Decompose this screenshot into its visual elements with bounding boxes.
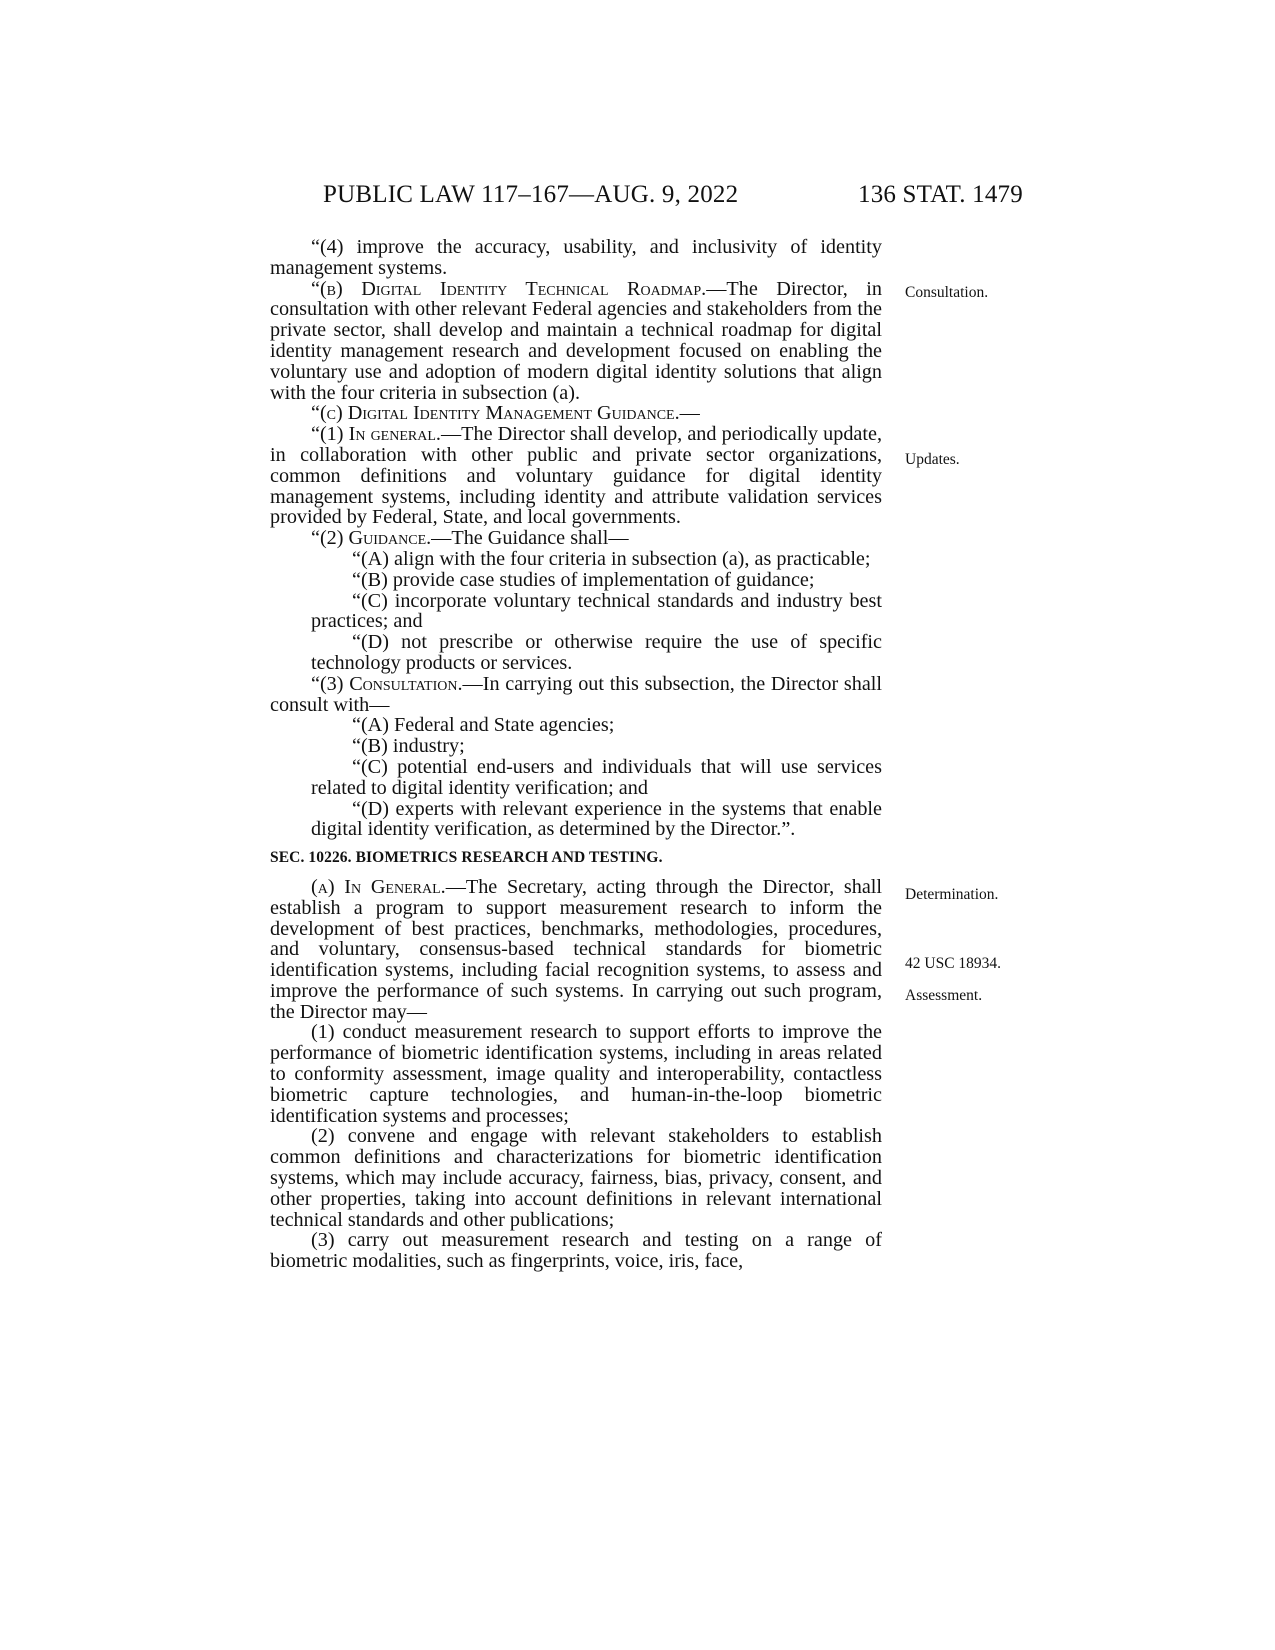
text-c-3: —In carrying out this subsection, the Director shall consult with— — [270, 672, 882, 716]
text-sec-a: —The Secretary, acting through the Director, shall establish a program to support measurement research to inform the development of best practices, benchmarks, methodologies, procedures, and voluntary, consensus-based technical standards for biometric identification systems, including facial recognition systems, to assess and improve the performance of such systems. In carrying out such program, the Director may— — [270, 875, 882, 1023]
paragraph-sec-a-1: (1) conduct measurement research to support efforts to improve the performance of biometric identification systems, including in areas related to conformity assessment, image quality and interoperability, contactless biometric capture technologies, and human-in-the-loop biometric identification systems and processes; — [270, 1021, 882, 1127]
paragraph-c-2-c: “(C) incorporate voluntary technical standards and industry best practices; and — [311, 589, 882, 633]
text-b: —The Director, in consultation with other relevant Federal agencies and stakeholders from the private sector, shall develop and maintain a technical roadmap for digital identity management research and development focused on enabling the voluntary use and adoption of modern digital identity solutions that align with the four criteria in subsection (a). — [270, 277, 882, 404]
heading-b: “(b) Digital Identity Technical Roadmap. — [311, 277, 707, 300]
paragraph-c-3-b: “(B) industry; — [352, 735, 465, 758]
section-heading: SEC. 10226. BIOMETRICS RESEARCH AND TESTING. — [270, 849, 663, 867]
paragraph-sec-a — [270, 877, 882, 1023]
document-body — [270, 237, 882, 1272]
paragraph-c-1 — [229, 424, 882, 528]
margin-note-updates: Updates. — [905, 451, 960, 468]
paragraph-c-2-b: “(B) provide case studies of implementation of guidance; — [352, 568, 815, 591]
text-c-2: —The Guidance shall— — [431, 527, 629, 550]
paragraph-c-3 — [270, 674, 882, 716]
heading-c-3: “(3) Consultation. — [311, 672, 463, 695]
heading-c: “(c) Digital Identity Management Guidance. — [311, 402, 680, 425]
heading-c-1: “(1) In general. — [311, 423, 441, 446]
margin-note-consultation: Consultation. — [905, 284, 989, 301]
paragraph-sec-a-2: (2) convene and engage with relevant stakeholders to establish common definitions and characterizations for biometric identification systems, which may include accuracy, fairness, bias, privacy, consent, and other properties, taking into account definitions in relevant international technical standards and other publications; — [270, 1125, 882, 1231]
heading-sec-a: (a) In General. — [311, 875, 446, 898]
text-c-1: —The Director shall develop, and periodically update, in collaboration with other public and private sector organizations, common definitions and voluntary guidance for digital identity management systems, including identity and attribute validation services provided by Federal, State, and local governments. — [270, 423, 882, 529]
paragraph-b — [270, 279, 882, 404]
paragraph-4: “(4) improve the accuracy, usability, and inclusivity of identity management systems. — [270, 236, 882, 279]
paragraph-c-2-a: “(A) align with the four criteria in subsection (a), as practicable; — [352, 547, 871, 570]
paragraph-c-2 — [229, 528, 882, 549]
margin-note-determination: Determination. — [905, 886, 999, 903]
paragraph-c — [270, 403, 882, 424]
text-c: — — [679, 402, 700, 425]
paragraph-c-3-d: “(D) experts with relevant experience in the systems that enable digital identity verification, as determined by the Director.”. — [311, 797, 882, 841]
heading-c-2: “(2) Guidance. — [311, 527, 432, 550]
paragraph-c-3-a: “(A) Federal and State agencies; — [352, 714, 615, 737]
page-header-right: 136 STAT. 1479 — [858, 181, 1023, 208]
paragraph-c-3-c: “(C) potential end-users and individuals that will use services related to digital identity verification; and — [311, 755, 882, 799]
page-header-left: PUBLIC LAW 117–167—AUG. 9, 2022 — [323, 181, 739, 208]
paragraph-c-2-d: “(D) not prescribe or otherwise require the use of specific technology products or services. — [311, 631, 882, 674]
margin-note-usc: 42 USC 18934. — [905, 955, 1002, 972]
margin-note-assessment: Assessment. — [905, 987, 983, 1004]
paragraph-sec-a-3: (3) carry out measurement research and testing on a range of biometric modalities, such as fingerprints, voice, iris, face, — [270, 1229, 882, 1273]
